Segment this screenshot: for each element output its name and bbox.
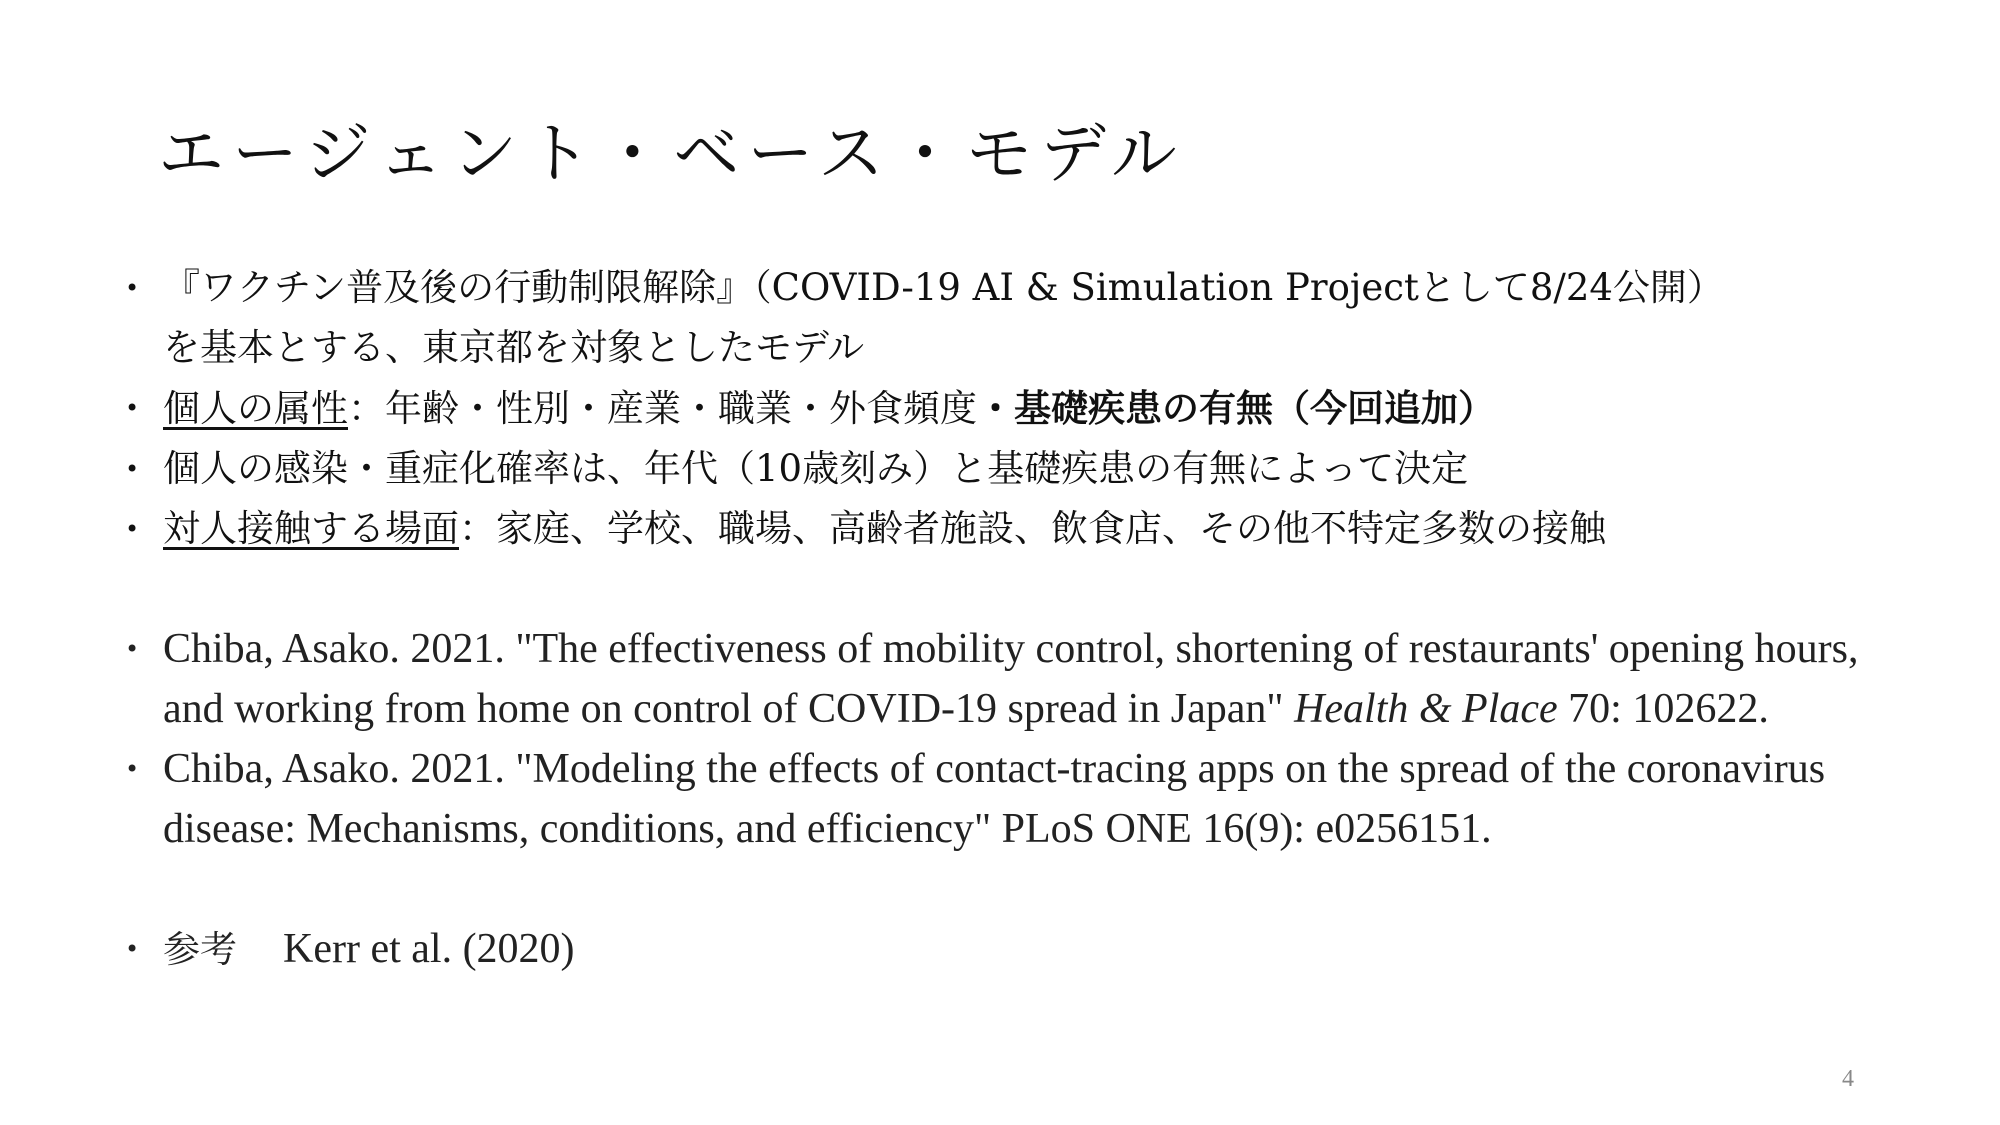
bullet-model-basis-line1: 『ワクチン普及後の行動制限解除』（COVID-19 AI & Simulation Projectとして8/24公開）	[163, 266, 1724, 309]
bullet-dot-icon: •	[125, 274, 140, 302]
page-number: 4	[1842, 1066, 1854, 1092]
contact-scenes-text: ：家庭、学校、職場、高齢者施設、飲食店、その他不特定多数の接触	[459, 507, 1606, 550]
reference-item	[125, 739, 1915, 859]
reference-1-journal: Health & Place	[1294, 686, 1558, 732]
reference-2-text: Chiba, Asako. 2021. "Modeling the effects of contact-tracing apps on the spread of the coronavirus disease: Mechanisms, conditions, and efficiency" PLoS ONE 16(9): e0256151.	[163, 746, 1826, 852]
probability-text: 個人の感染・重症化確率は、年代（10歳刻み）と基礎疾患の有無によって決定	[163, 447, 1469, 490]
attributes-label: 個人の属性	[163, 387, 348, 430]
bullet-probability	[125, 439, 1915, 499]
bullet-contact-scenes	[125, 499, 1915, 559]
attributes-text: ：年齢・性別・産業・職業・外食頻度	[348, 387, 977, 430]
reference-note-text: Kerr et al. (2020)	[283, 926, 575, 972]
bullet-dot-icon: •	[125, 635, 140, 663]
contact-scenes-label: 対人接触する場面	[163, 507, 459, 550]
bullet-attributes	[125, 378, 1915, 439]
reference-note	[125, 919, 1915, 980]
bullet-dot-icon: •	[125, 394, 140, 422]
bullet-dot-icon: •	[125, 455, 140, 483]
bullet-model-basis	[125, 258, 1915, 378]
reference-item	[125, 619, 1915, 739]
bullet-dot-icon: •	[125, 515, 140, 543]
reference-1-text: Chiba, Asako. 2021. "The effectiveness of mobility control, shortening of restaurants' opening hours, and working from home on control of COVID-19 spread in Japan"	[163, 626, 1859, 732]
bullet-dot-icon: •	[125, 755, 140, 783]
slide-title: エージェント・ベース・モデル	[158, 115, 1185, 192]
bullet-dot-icon: •	[125, 935, 140, 963]
reference-1-rest: 70: 102622.	[1557, 686, 1769, 732]
bullet-list	[125, 258, 1915, 980]
attributes-added-text: ・基礎疾患の有無（今回追加）	[977, 386, 1495, 430]
reference-note-label: 参考	[163, 928, 237, 971]
bullet-model-basis-line2: を基本とする、東京都を対象としたモデル	[163, 326, 865, 369]
